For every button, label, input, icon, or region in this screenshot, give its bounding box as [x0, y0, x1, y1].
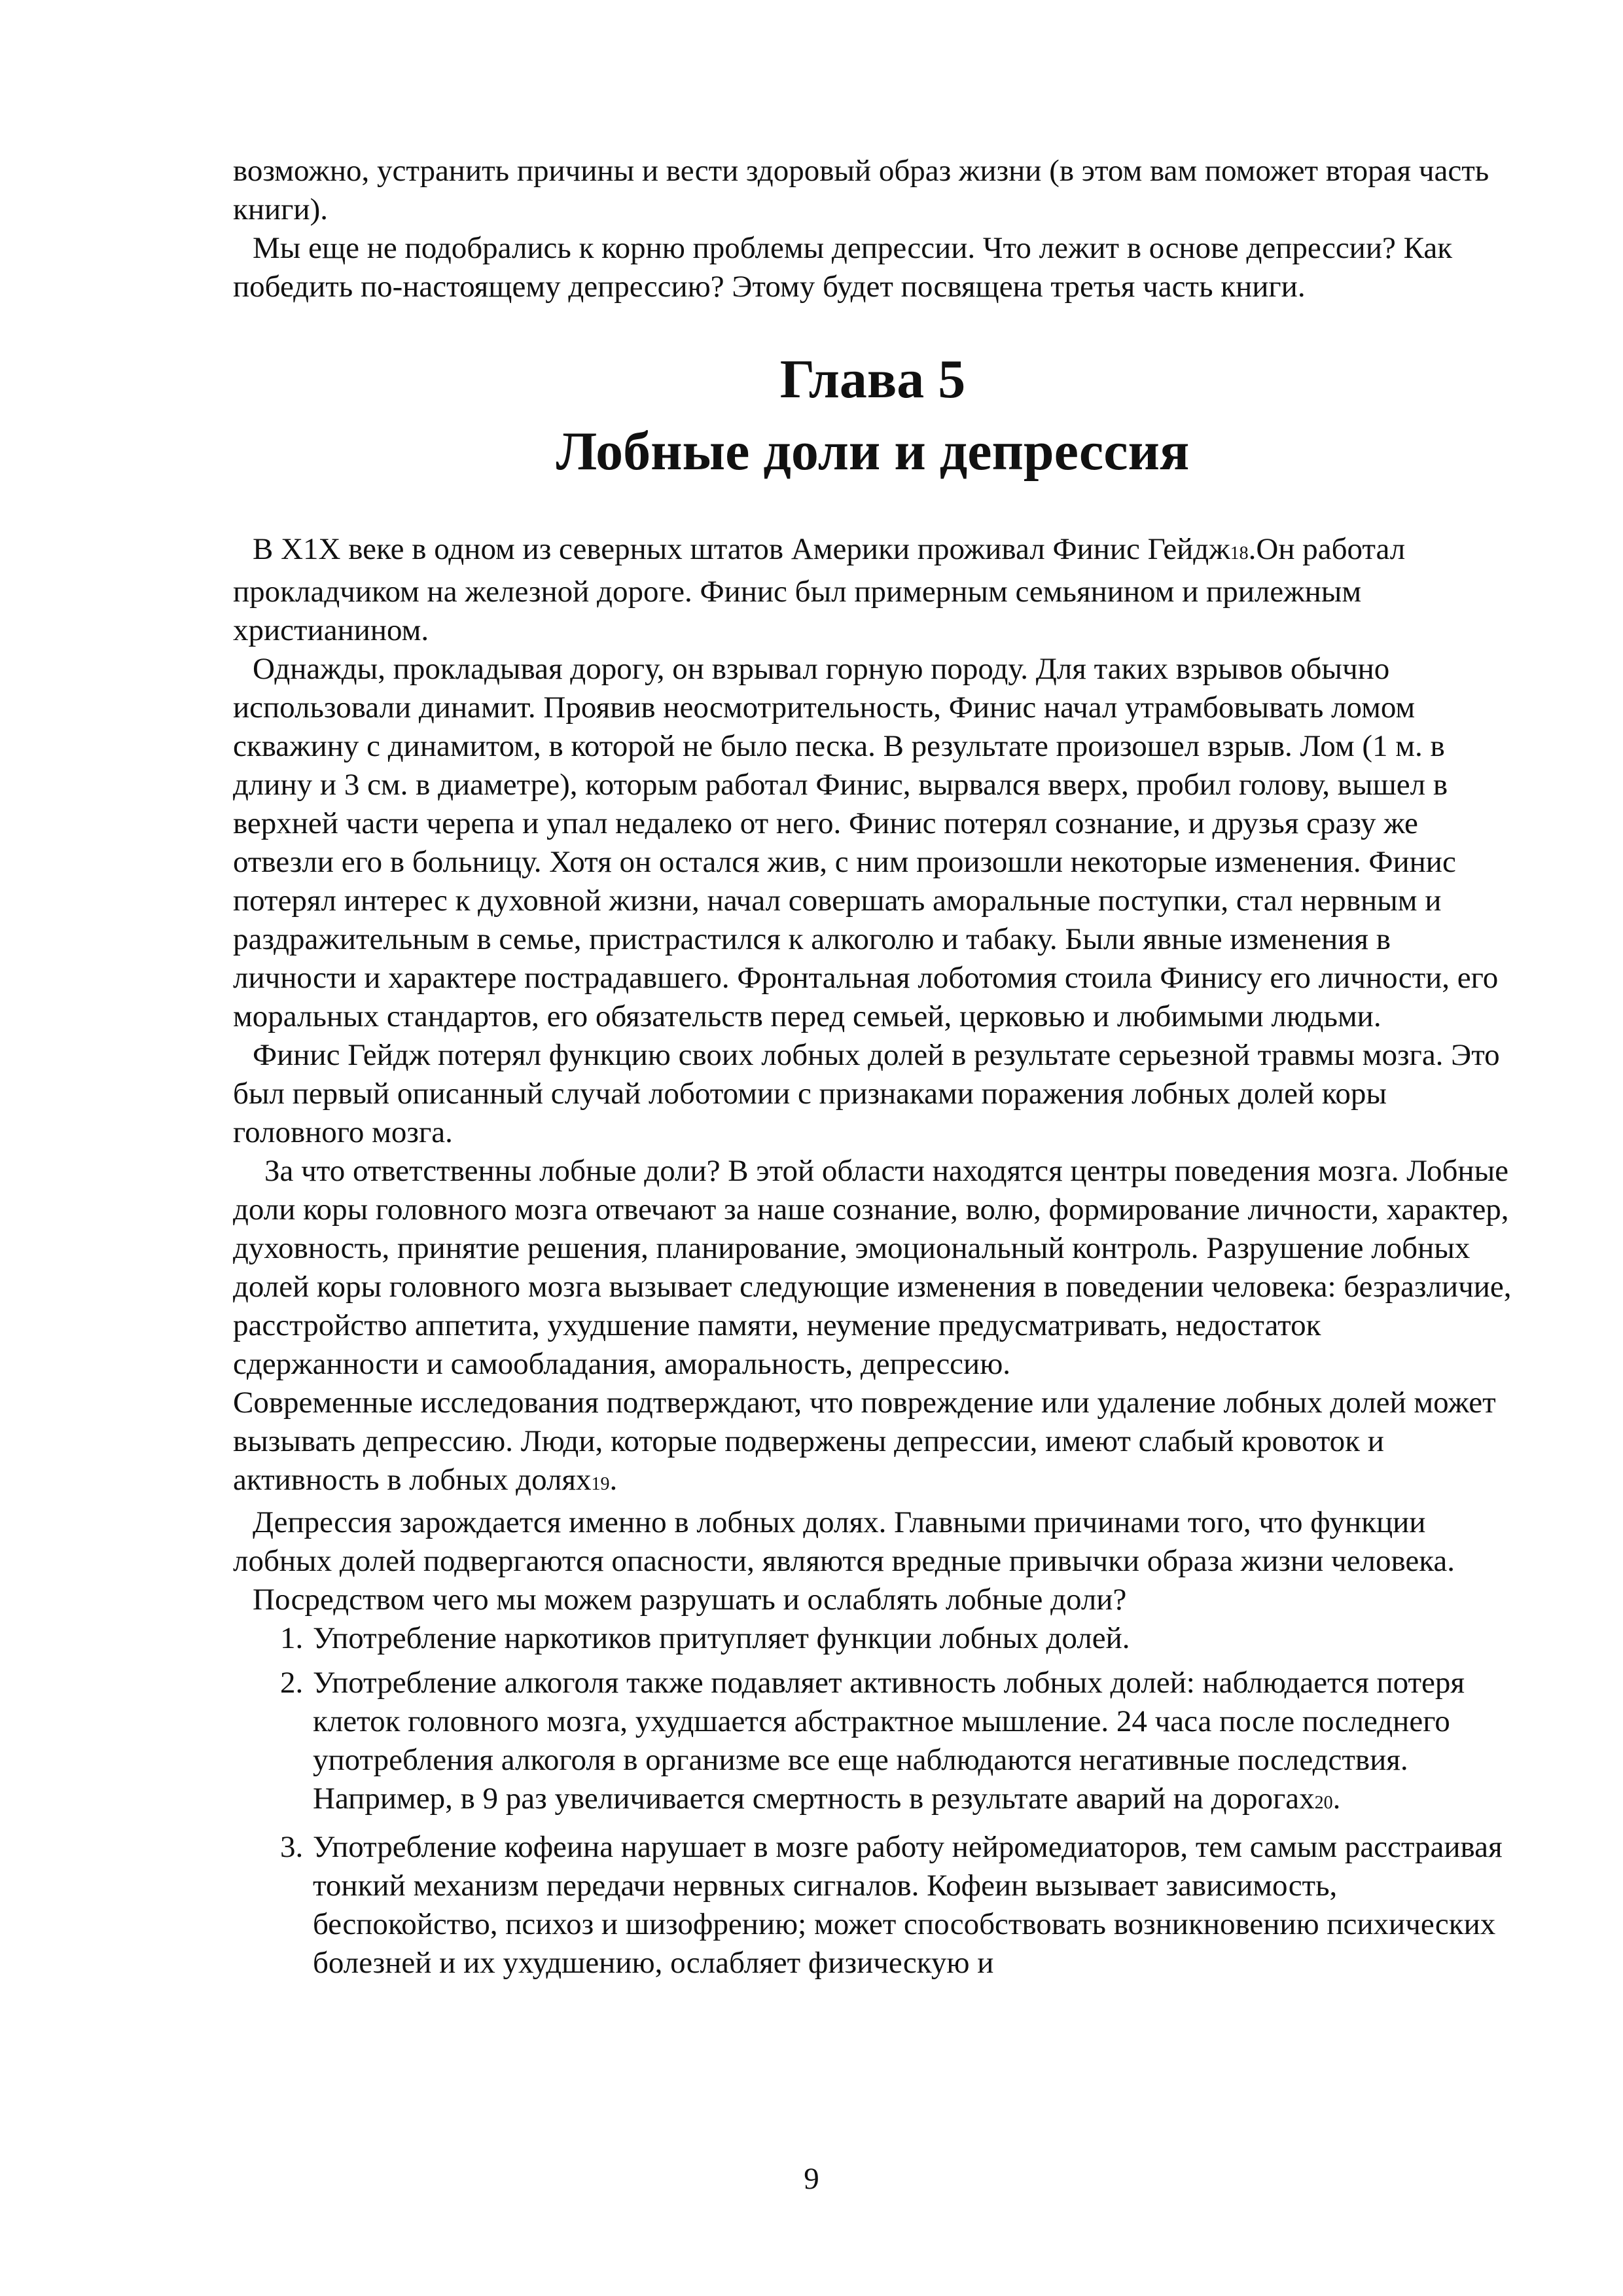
paragraph-phineas-gage-intro	[233, 530, 1512, 650]
paragraph-accident: Однажды, прокладывая дорогу, он взрывал горную породу. Для таких взрывов обычно использовали динамит. Проявив неосмотрительность, Финис начал утрамбовывать ломом скважину с динамитом, в которой не было песка. В результате произошел взрыв. Лом (1 м. в длину и 3 см. в диаметре), которым работал Финис, вырвался вверх, пробил голову, вышел в верхней части черепа и упал недалеко от него. Финис потерял сознание, и друзья сразу же отвезли его в больницу. Хотя он остался жив, с ним произошли некоторые изменения. Финис потерял интерес к духовной жизни, начал совершать аморальные поступки, стал нервным и раздражительным в семье, пристрастился к алкоголю и табаку. Были явные изменения в личности и характере пострадавшего. Фронтальная лоботомия стоила Финису его личности, его моральных стандартов, его обязательств перед семьей, церковью и любимыми людьми.	[233, 652, 1499, 1033]
list-item-number: 3.	[280, 1830, 304, 1864]
paragraph-text: Современные исследования подтверждают, что повреждение или удаление лобных долей может вызывать депрессию. Люди, которые подвержены депрессии, имеют слабый кровоток и активность в лобных долях	[233, 1386, 1496, 1497]
chapter-number: Глава 5	[779, 349, 966, 410]
intro-block	[233, 152, 1512, 306]
chapter-title: Лобные доли и депрессия	[556, 421, 1190, 482]
paragraph-text: В X1X веке в одном из северных штатов Америки проживал Финис Гейдж	[253, 532, 1230, 566]
list-item-text: Употребление наркотиков притупляет функции лобных долей.	[313, 1621, 1130, 1655]
list-item-text: Употребление кофеина нарушает в мозге работу нейромедиаторов, тем самым расстраивая тонкий механизм передачи нервных сигналов. Кофеин вызывает зависимость, беспокойство, психоз и шизофрению; может способствовать возникновению психических болезней и их ухудшению, ослабляет физическую и	[313, 1830, 1503, 1980]
list-item	[233, 1664, 1512, 1822]
paragraph-text: .Он работал прокладчиком на железной дороге. Финис был примерным семьянином и прилежным христианином.	[233, 532, 1406, 647]
footnote-ref-19: 19	[591, 1474, 610, 1494]
intro-paragraph-continued: возможно, устранить причины и вести здоровый образ жизни (в этом вам поможет вторая часть книги).	[233, 154, 1489, 226]
paragraph-frontal-lobe-functions: За что ответственны лобные доли? В этой области находятся центры поведения мозга. Лобные доли коры головного мозга отвечают за наше сознание, волю, формирование личности, характер, духовность, принятие решения, планирование, эмоциональный контроль. Разрушение лобных долей коры головного мозга вызывает следующие изменения в поведении человека: безразличие, расстройство аппетита, ухудшение памяти, неумение предусматривать, недостаток сдержанности и самообладания, аморальность, депрессию.	[233, 1154, 1512, 1381]
footnote-ref-18: 18	[1230, 543, 1249, 564]
paragraph-text: .	[609, 1463, 618, 1497]
paragraph-lobotomy-case: Финис Гейдж потерял функцию своих лобных долей в результате серьезной травмы мозга. Это был первый описанный случай лоботомии с признаками поражения лобных долей коры головного мозга.	[233, 1038, 1500, 1149]
paragraph-modern-research	[233, 1384, 1512, 1503]
paragraph-question: Посредством чего мы можем разрушать и ослаблять лобные доли?	[253, 1583, 1127, 1617]
intro-paragraph-third-part: Мы еще не подобрались к корню проблемы депрессии. Что лежит в основе депрессии? Как победить по-настоящему депрессию? Этому будет посвящена третья часть книги.	[233, 231, 1453, 304]
page-number: 9	[804, 2162, 819, 2196]
list-item-text: .	[1332, 1782, 1341, 1816]
list-item-text: Употребление алкоголя также подавляет активность лобных долей: наблюдается потеря клеток головного мозга, ухудшается абстрактное мышление. 24 часа после последнего употребления алкоголя в организме все еще наблюдаются негативные последствия. Например, в 9 раз увеличивается смертность в результате аварий на дорогах	[313, 1666, 1465, 1816]
causes-list	[233, 1619, 1512, 1982]
paragraph-depression-origin: Депрессия зарождается именно в лобных долях. Главными причинами того, что функции лобных долей подвергаются опасности, являются вредные привычки образа жизни человека.	[233, 1505, 1455, 1578]
list-item	[233, 1619, 1512, 1658]
chapter-heading	[233, 344, 1512, 488]
list-item-number: 1.	[280, 1621, 304, 1655]
chapter-body	[233, 530, 1512, 1988]
list-item-number: 2.	[280, 1666, 304, 1700]
list-item	[233, 1828, 1512, 1982]
footnote-ref-20: 20	[1314, 1793, 1333, 1813]
